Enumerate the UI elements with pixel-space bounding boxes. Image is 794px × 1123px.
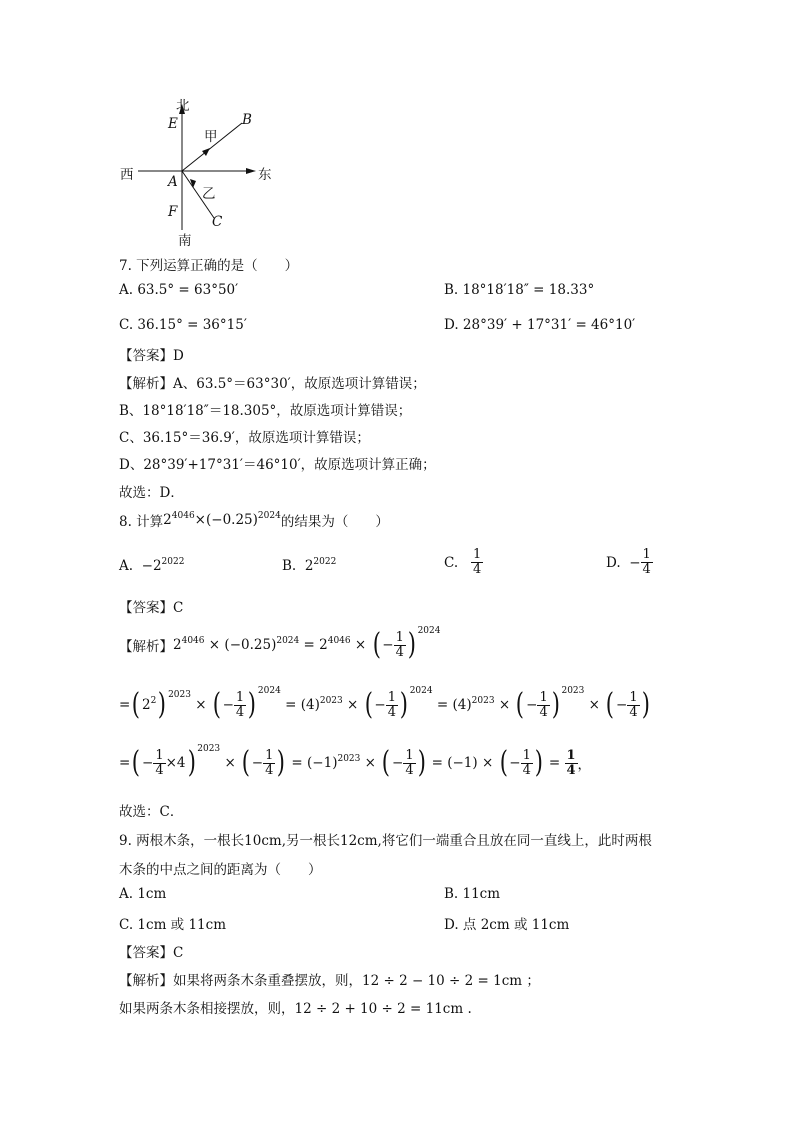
q7-option-c: C. 36.15° = 36°15′ xyxy=(119,317,247,333)
q7-option-d: D. 28°39′ + 17°31′ = 46°10′ xyxy=(444,317,636,333)
q7-option-a: A. 63.5° = 63°50′ xyxy=(119,282,239,298)
label-jia: 甲 xyxy=(204,129,218,145)
q9-option-b: B. 11cm xyxy=(444,886,501,902)
q9-stem-1: 9. 两根木条，一根长10cm,另一根长12cm,将它们一端重合且放在同一直线上，此时两根 xyxy=(119,833,652,849)
q8-answer: 【答案】C xyxy=(119,600,184,616)
label-north: 北 xyxy=(176,98,190,114)
q8-option-a: A. −2 2022 xyxy=(119,557,185,574)
q8-option-d: D. − $\frac{1}{4}$ xyxy=(606,547,651,577)
label-F: F xyxy=(168,204,178,220)
q9-option-d: D. 点 2cm 或 11cm xyxy=(444,917,570,933)
q8-option-c: C. $\frac{1}{4}$ xyxy=(444,547,482,577)
label-E: E xyxy=(168,116,178,132)
direction-diagram xyxy=(110,90,280,250)
q8-option-b: B. 2 2022 xyxy=(282,557,337,574)
q7-option-b: B. 18°18′18″ = 18.33° xyxy=(444,282,595,298)
label-south: 南 xyxy=(178,233,192,249)
q9-answer: 【答案】C xyxy=(119,945,184,961)
label-C: C xyxy=(212,214,223,230)
q8-analysis-line-2: = ( 2 2 ) 2023 × ( − $\frac{1}{4}$ ) 2024 = (4) 2023 × ( − $\frac{1}{4}$ ) 2024 = (4) 2023 × ( − $\frac{1}{4}$ ) 2023 × ( − $\frac{1}{4}$ ) xyxy=(119,686,650,722)
q7-analysis-1: 【解析】A、63.5°＝63°30′，故原选项计算错误； xyxy=(119,376,426,392)
q9-option-a: A. 1cm xyxy=(119,886,167,902)
label-B: B xyxy=(242,112,252,128)
q7-analysis-3: C、36.15°＝36.9′，故原选项计算错误； xyxy=(119,430,370,446)
q9-analysis-1: 【解析】如果将两条木条重叠摆放，则，12 ÷ 2 − 10 ÷ 2 = 1cm ； xyxy=(119,973,540,989)
q8-stem: 8. 计算 2 4046 × ( −0.25 ) 2024 的结果为（ ） xyxy=(119,511,389,530)
label-A: A xyxy=(168,174,178,190)
q7-analysis-5: 故选：D． xyxy=(119,485,184,501)
q8-analysis-line-3: = ( − $\frac{1}{4}$ ×4 ) 2023 × ( − $\frac{1}{4}$ ) = ( −1 ) 2023 × ( − $\frac{1}{4}$ ) = (−1) × ( − $\frac{1}{4}$ ) = $\frac{1}{4}$ ， xyxy=(119,744,592,780)
q7-answer: 【答案】D xyxy=(119,348,184,364)
q7-stem: 7. 下列运算正确的是（ ） xyxy=(119,258,299,274)
q7-analysis-4: D、28°39′+17°31′＝46°10′，故原选项计算正确； xyxy=(119,457,436,473)
q7-analysis-2: B、18°18′18″＝18.305°，故原选项计算错误； xyxy=(119,403,412,419)
q9-analysis-2: 如果两条木条相接摆放，则，12 ÷ 2 + 10 ÷ 2 = 11cm . xyxy=(119,1001,472,1017)
label-yi: 乙 xyxy=(202,186,216,202)
q9-option-c: C. 1cm 或 11cm xyxy=(119,917,227,933)
label-east: 东 xyxy=(258,167,272,183)
q8-final: 故选：C． xyxy=(119,804,184,820)
q9-stem-2: 木条的中点之间的距离为（ ） xyxy=(119,862,322,878)
q8-analysis-line-1: 【解析】 2 4046 × ( −0.25 ) 2024 = 2 4046 × ( − $\frac{1}{4}$ ) 2024 xyxy=(119,626,441,662)
label-west: 西 xyxy=(120,167,134,183)
